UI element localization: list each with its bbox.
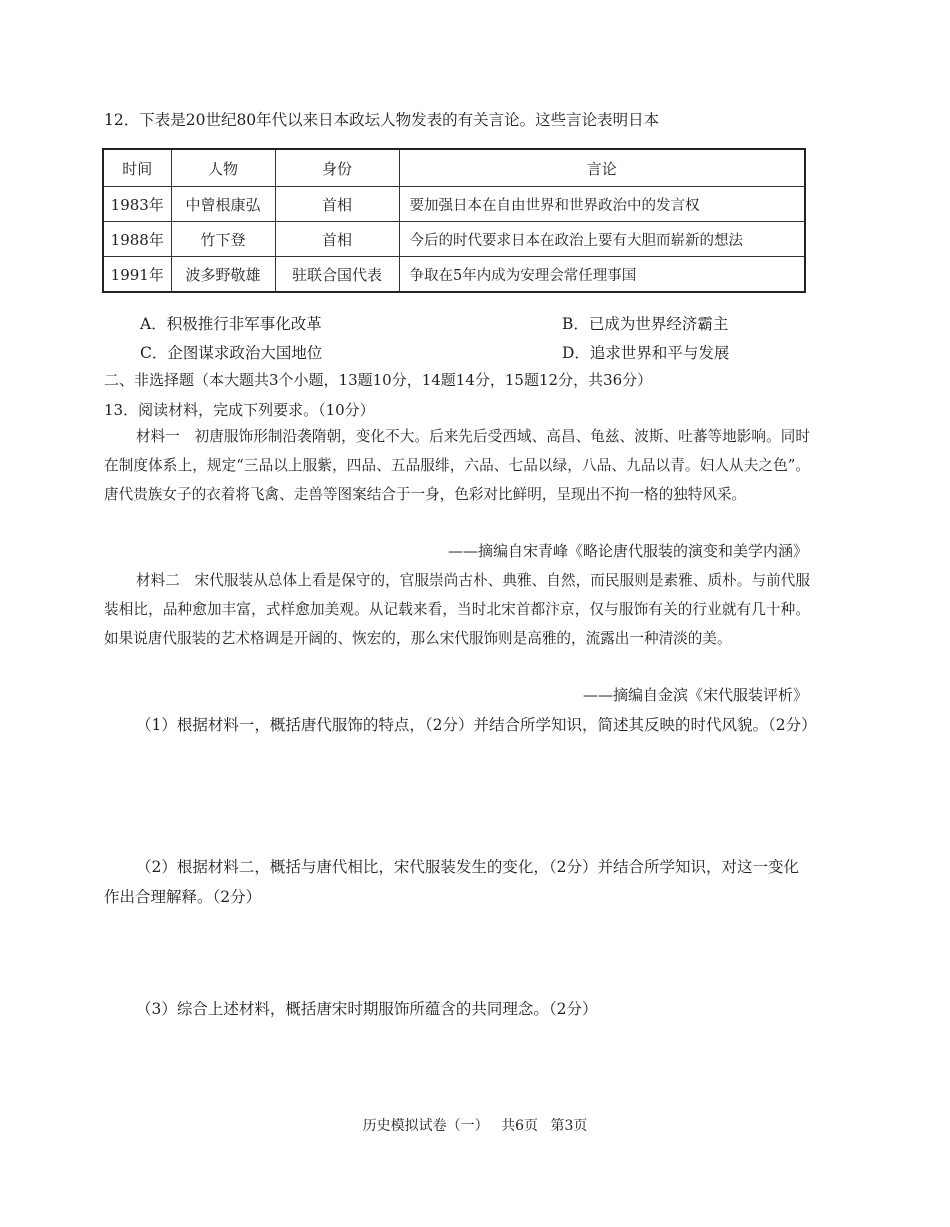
statements-table [102, 148, 806, 293]
cell-person: 波多野敬雄 [171, 257, 275, 293]
option-d: D．追求世界和平与发展 [562, 344, 730, 362]
header-statement: 言论 [399, 149, 805, 187]
cell-statement: 今后的时代要求日本在政治上要有大胆而崭新的想法 [399, 222, 805, 257]
footer-total-pages: 共6页 [501, 1118, 538, 1134]
cell-statement: 争取在5年内成为安理会常任理事国 [399, 257, 805, 293]
table-row [103, 187, 805, 222]
table-row [103, 222, 805, 257]
option-b: B．已成为世界经济霸主 [562, 315, 729, 333]
cell-identity: 首相 [275, 187, 399, 222]
table-row [103, 257, 805, 293]
page-footer [0, 1115, 950, 1135]
subquestion-1: （1）根据材料一，概括唐代服饰的特点，（2分）并结合所学知识，简述其反映的时代风貌。（2分） [136, 716, 817, 734]
footer-exam-title: 历史模拟试卷（一） [362, 1118, 489, 1134]
material-1: 材料一 初唐服饰形制沿袭隋朝，变化不大。后来先后受西域、高昌、龟兹、波斯、吐蕃等地影响。同时在制度体系上，规定“三品以上服紫，四品、五品服绯，六品、七品以绿，八品、九品以青。妇人从夫之色”。唐代贵族女子的衣着将飞禽、走兽等图案结合于一身，色彩对比鲜明，呈现出不拘一格的独特风采。 [104, 428, 810, 503]
subquestion-3: （3）综合上述材料，概括唐宋时期服饰所蕴含的共同理念。（2分） [136, 1000, 598, 1018]
cell-person: 中曾根康弘 [171, 187, 275, 222]
cell-statement: 要加强日本在自由世界和世界政治中的发言权 [399, 187, 805, 222]
cell-year: 1988年 [103, 222, 171, 257]
table-header-row [103, 149, 805, 187]
cell-year: 1983年 [103, 187, 171, 222]
footer-page-number: 第3页 [550, 1118, 588, 1134]
cell-person: 竹下登 [171, 222, 275, 257]
question-12-stem: 12．下表是20世纪80年代以来日本政坛人物发表的有关言论。这些言论表明日本 [104, 111, 660, 129]
cell-identity: 首相 [275, 222, 399, 257]
option-a: A．积极推行非军事化改革 [140, 315, 322, 333]
material-2-source: ——摘编自金滨《宋代服装评析》 [582, 686, 808, 704]
header-time: 时间 [103, 149, 171, 187]
cell-year: 1991年 [103, 257, 171, 293]
header-identity: 身份 [275, 149, 399, 187]
section-2-title: 二、非选择题（本大题共3个小题，13题10分，14题14分，15题12分，共36分） [104, 371, 653, 389]
option-c: C．企图谋求政治大国地位 [140, 344, 323, 362]
subquestion-2: （2）根据材料二，概括与唐代相比，宋代服装发生的变化，（2分）并结合所学知识，对这一变化作出合理解释。（2分） [104, 858, 799, 906]
material-2: 材料二 宋代服装从总体上看是保守的，官服崇尚古朴、典雅、自然，而民服则是素雅、质朴。与前代服装相比，品种愈加丰富，式样愈加美观。从记载来看，当时北宋首都汴京，仅与服饰有关的行业就有几十种。如果说唐代服装的艺术格调是开阔的、恢宏的，那么宋代服饰则是高雅的，流露出一种清淡的美。 [104, 572, 810, 647]
question-13-stem: 13．阅读材料，完成下列要求。（10分） [104, 401, 375, 419]
material-1-source: ——摘编自宋青峰《略论唐代服装的演变和美学内涵》 [447, 542, 808, 560]
header-person: 人物 [171, 149, 275, 187]
cell-identity: 驻联合国代表 [275, 257, 399, 293]
